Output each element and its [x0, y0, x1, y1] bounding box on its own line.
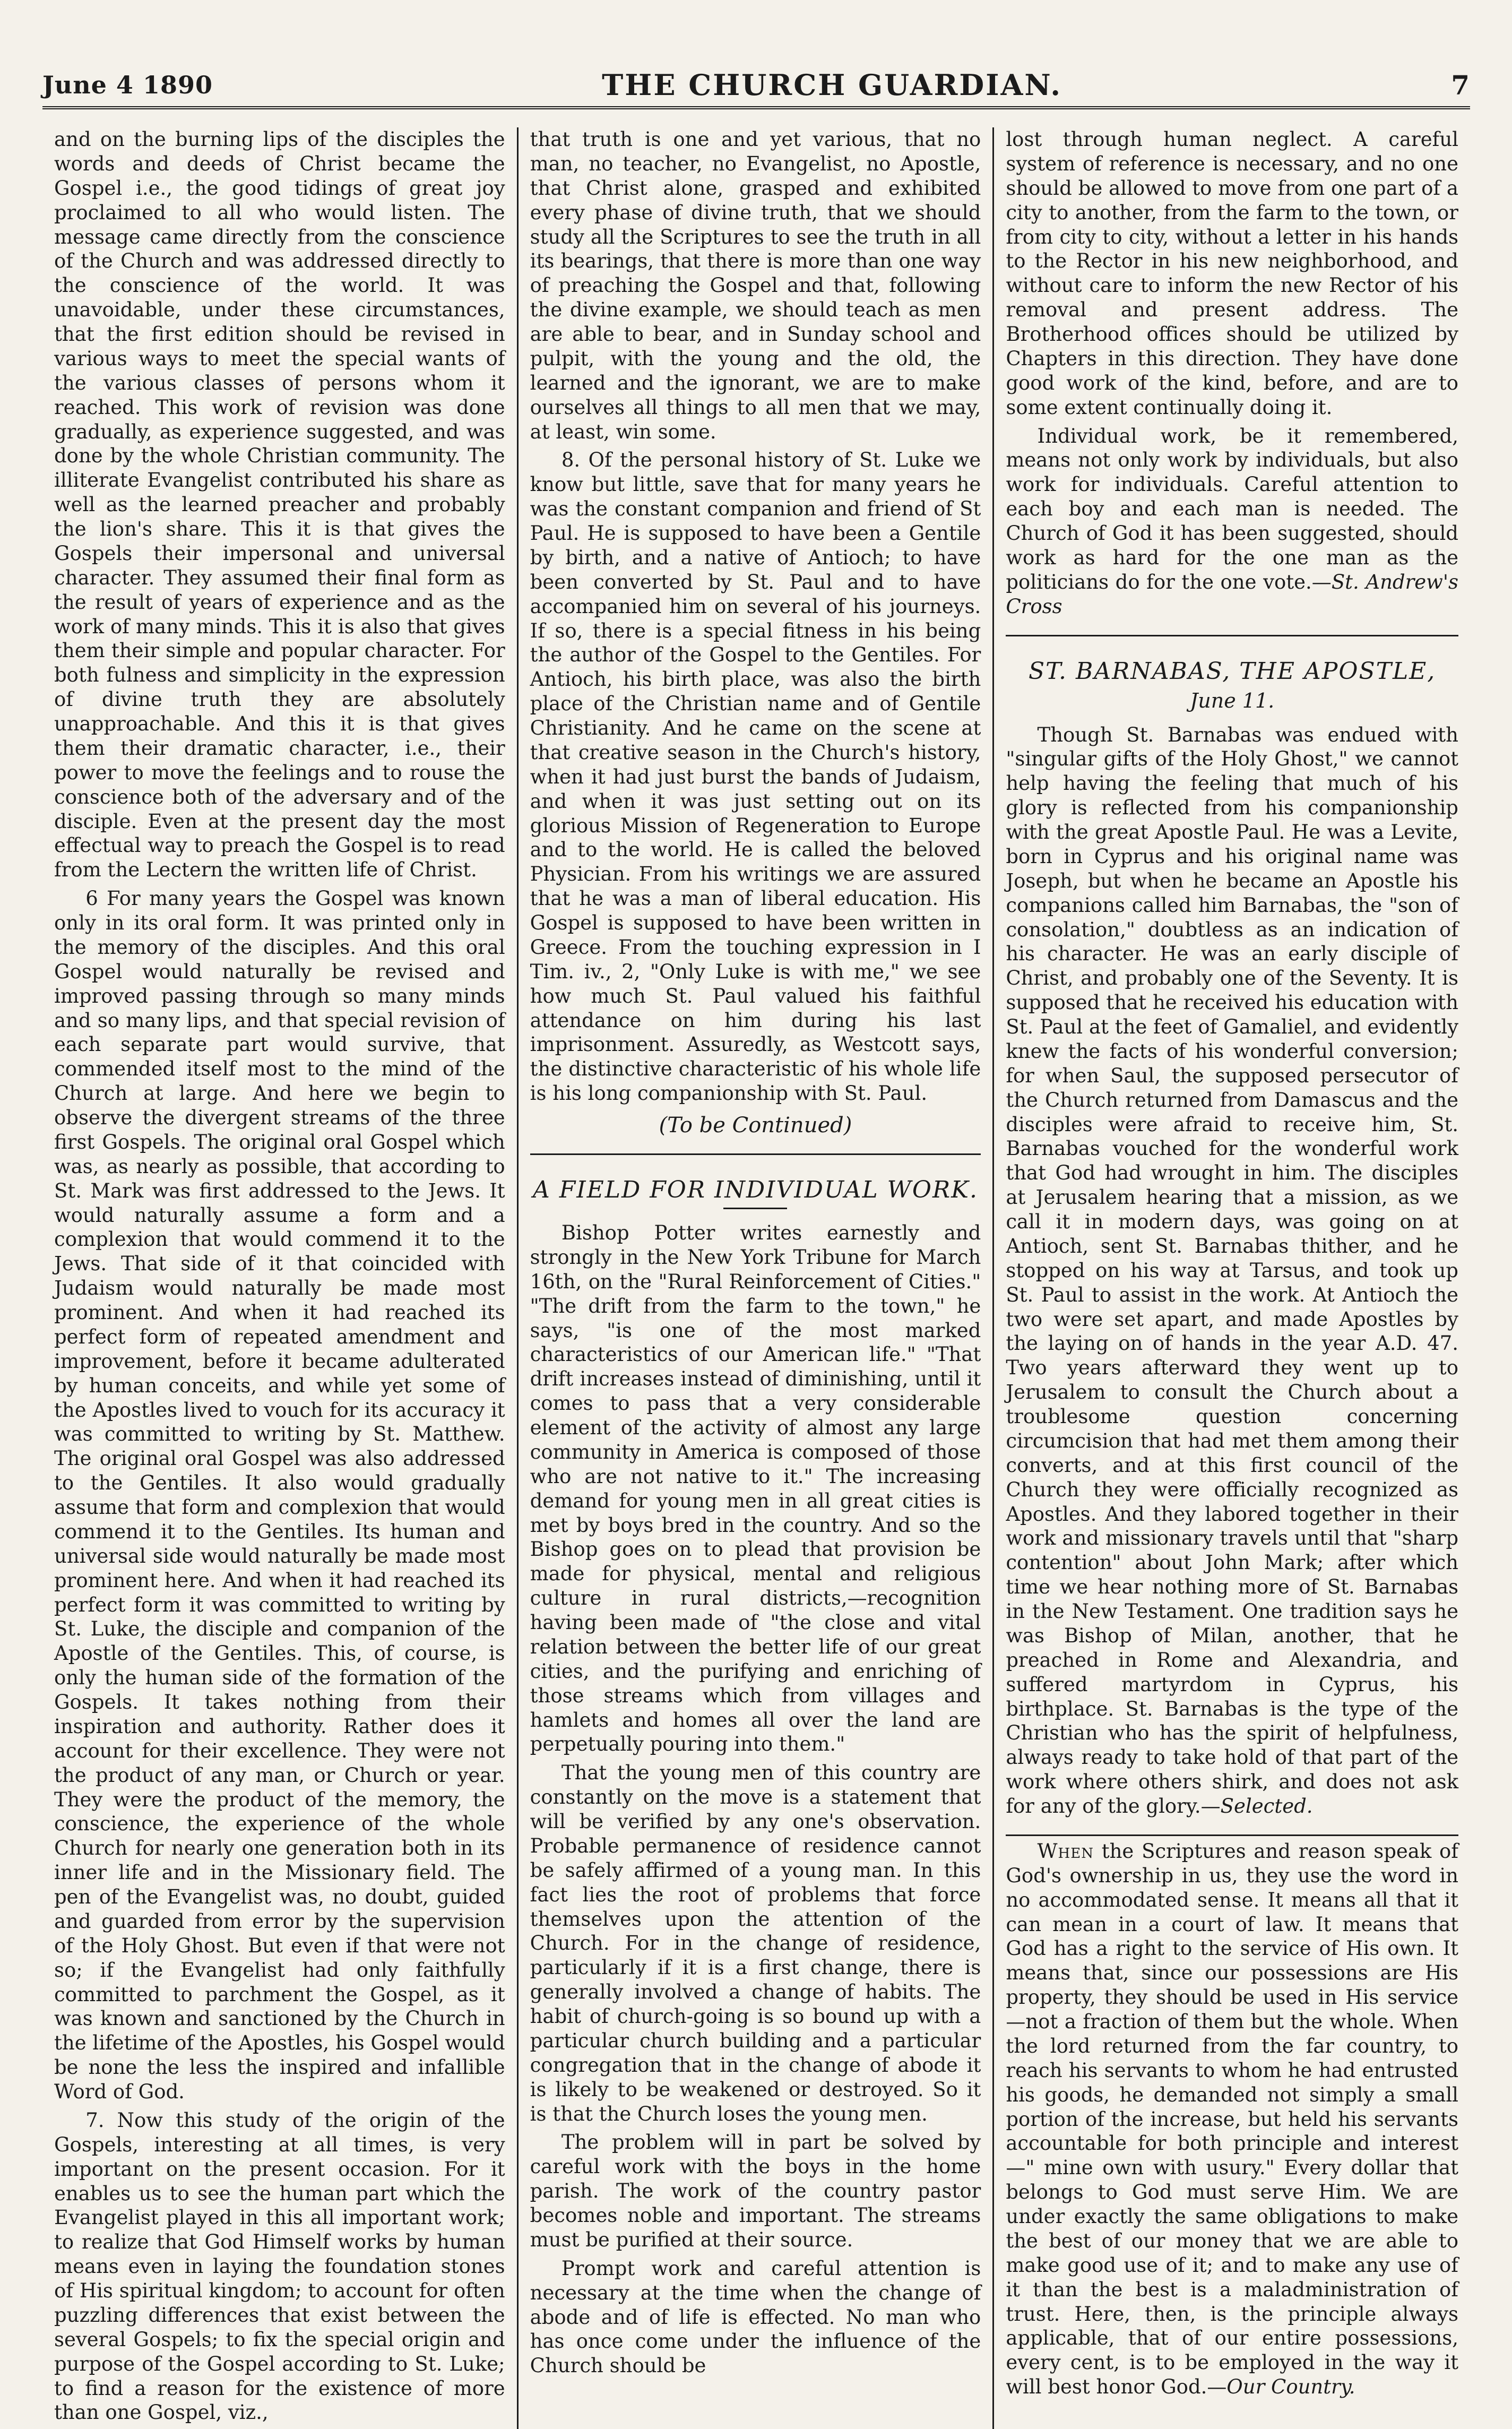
paragraph: that truth is one and yet various, that no man, no teacher, no Evangelist, no Apostle, that Christ alone, grasped and exhibited every phase of divine truth, that we should study all the Scriptures to see the truth in all its bearings, that there is more than one way of preaching the Gospel and that, following the divine example, we should teach as men are able to bear, and in Sunday school and pulpit, with the young and the old, the learned and the ignorant, we are to make ourselves all things to all men that we may, at least, win some. [530, 128, 981, 443]
paragraph: That the young men of this country are constantly on the move is a statement that will be verified by any one's observation. Probable permanence of residence cannot be safely affirmed of a young man. In this fact lies the root of problems that force themselves upon the attention of the Church. For in the change of residence, particularly if it is a first change, there is generally involved a change of habits. The habit of church-going is so bound up with a particular church building and a particular congregation that in the change of abode it is likely to be weakened or destroyed. So it is that the Church loses the young men. [530, 1761, 981, 2125]
issue-date: June 4 1890 [42, 71, 213, 99]
heading-rule [723, 1208, 787, 1209]
column-3 [994, 127, 1470, 2429]
paragraph-text: the Scriptures and reason speak of God's ownership in us, they use the word in no accommodated sense. It means all that it can mean in a court of law. It means that God has a right to the service of His own. It means that, since our possessions are His property, they should be used in His service—not a fraction of them but the whole. When the lord returned from the far country, to reach his servants to whom he had entrusted his goods, he demanded not simply a small portion of the increase, but held his servants accountable for both principle and interest—" mine own with usury." Every dollar that belongs to God must serve Him. We are under exactly the same obligations to make the best of our money that we are able to make good use of it; and to make any use of it than the best is a maladministration of trust. Here, then, is the principle always applicable, that of our entire possessions, every cent, is to be employed in the way it will best honor God.— [1006, 1839, 1458, 2399]
paragraph: and on the burning lips of the disciples the words and deeds of Christ became the Gospel i.e., the good tidings of great joy proclaimed to all who would listen. The message came directly from the conscience of the Church and was addressed directly to the conscience of the world. It was unavoidable, under these circumstances, that the first edition should be revised in various ways to meet the special wants of the various classes of persons whom it reached. This work of revision was done gradually, as experience suggested, and was done by the whole Christian community. The illiterate Evangelist contributed his share as well as the learned preacher and probably the lion's share. This it is that gives the Gospels their impersonal and universal character. They assumed their final form as the result of years of experience and as the work of many minds. This it is also that gives them their simple and popular character. For both fulness and simplicity in the expression of divine truth they are absolutely unapproachable. And this it is that gives them their dramatic character, i.e., their power to move the feelings and to rouse the conscience both of the adversary and of the disciple. Even at the present day the most effectual way to preach the Gospel is to read from the Lectern the written life of Christ. [54, 128, 505, 882]
section-divider [530, 1153, 981, 1155]
paragraph: Prompt work and careful attention is necessary at the time when the change of abode and of life is effected. No man who has once come under the influence of the Church should be [530, 2256, 981, 2378]
source-attribution: Selected. [1220, 1795, 1313, 1818]
article-heading: A FIELD FOR INDIVIDUAL WORK. [533, 1176, 978, 1203]
section-divider [1006, 635, 1458, 636]
to-be-continued-note: (To be Continued) [659, 1113, 852, 1138]
paragraph [1006, 424, 1458, 619]
paragraph-text: Though St. Barnabas was endued with "singular gifts of the Holy Ghost," we cannot help having the feeling that much of his glory is reflected from his companionship with the great Apostle Paul. He was a Levite, born in Cyprus and his original name was Joseph, but when he became an Apostle his companions called him Barnabas, the "son of consolation," doubtless as an indication of his character. He was an early disciple of Christ, and probably one of the Seventy. It is supposed that he received his education with St. Paul at the feet of Gamaliel, and evidently knew the facts of his wonderful conversion; for when Saul, the supposed persecutor of the Church returned from Damascus and the disciples were afraid to receive him, St. Barnabas vouched for the wonderful work that God had wrought in him. The disciples at Jerusalem hearing that a mission, as we call it in modern days, was going on at Antioch, sent St. Barnabas thither, and he stopped on his way at Tarsus, and took up St. Paul to assist in the work. At Antioch the two were set apart, and made Apostles by the laying on of hands in the year A.D. 47. Two years afterward they went up to Jerusalem to consult the Church about a troublesome question concerning circumcision that had met them among their converts, and at this first council of the Church they were officially recognized as Apostles. And they labored together in their work and missionary travels until that "sharp contention" about John Mark; after which time we hear nothing more of St. Barnabas in the New Testament. One tradition says he was Bishop of Milan, another, that he preached in Rome and Alexandria, and suffered martyrdom in Cyprus, his birthplace. St. Barnabas is the type of the Christian who has the spirit of helpfulness, always ready to take hold of that part of the work where others shirk, and does not ask for any of the glory.— [1006, 723, 1458, 1818]
article-heading: ST. BARNABAS, THE APOSTLE, [1029, 657, 1436, 685]
paragraph: 8. Of the personal history of St. Luke we know but little, save that for many years he was the constant companion and friend of St Paul. He is supposed to have been a Gentile by birth, and a native of Antioch; to have been converted by St. Paul and to have accompanied him on several of his journeys. If so, there is a special fitness in his being the author of the Gospel to the Gentiles. For Antioch, his birth place, was also the birth place of the Christian name and of Gentile Christianity. And he came on the scene at that creative season in the Church's history, when it had just burst the bands of Judaism, and when it was just setting out on its glorious Mission of Regeneration to Europe and to the world. He is called the beloved Physician. From his writings we are assured that he was a man of liberal education. His Gospel is supposed to have been written in Greece. From the touching expression in I Tim. iv., 2, "Only Luke is with me," we see how much St. Paul valued his faithful attendance on him during his last imprisonment. Assuredly, as Westcott says, the distinctive characteristic of his whole life is his long companionship with St. Paul. [530, 449, 981, 1105]
paragraph [1006, 723, 1458, 1819]
paragraph: 7. Now this study of the origin of the Gospels, interesting at all times, is very important on the present occasion. For it enables us to see the human part which the Evangelist played in this all important work; to realize that God Himself works by human means even in laying the foundation stones of His spiritual kingdom; to account for often puzzling differences that exist between the several Gospels; to fix the special origin and purpose of the Gospel according to St. Luke; to find a reason for the existence of more than one Gospel, viz., [54, 2108, 505, 2424]
section-divider [1006, 1834, 1458, 1836]
paragraph: 6 For many years the Gospel was known only in its oral form. It was printed only in the memory of the disciples. And this oral Gospel would naturally be revised and improved passing through so many minds and so many lips, and that special revision of each separate part would survive, that commended itself most to the mind of the Church at large. And here we begin to observe the divergent streams of the three first Gospels. The original oral Gospel which was, as nearly as possible, that according to St. Mark was first addressed to the Jews. It would naturally assume a form and a complexion that would commend it to the Jews. That side of it that coincided with Judaism would naturally be made most prominent. And when it had reached its perfect form of repeated amendment and improvement, before it became adulterated by human conceits, and while yet some of the Apostles lived to vouch for its accuracy it was committed to writing by St. Matthew. The original oral Gospel was also addressed to the Gentiles. It also would gradually assume that form and complexion that would commend it to the Gentiles. Its human and universal side would naturally be made most prominent here. And when it had reached its perfect form it was committed to writing by St. Luke, the disciple and companion of the Apostle of the Gentiles. This, of course, is only the human side of the formation of the Gospels. It takes nothing from their inspiration and authority. Rather does it account for their excellence. They were not the product of any man, or Church or year. They were the product of the memory, the conscience, the experience of the whole Church for nearly one generation both in its inner life and in the Missionary field. The pen of the Evangelist was, no doubt, guided and guarded from error by the supervision of the Holy Ghost. But even if that were not so; if the Evangelist had only faithfully committed to parchment the Gospel, as it was known and sanctioned by the Church in the lifetime of the Apostles, his Gospel would be none the less the inspired and infallible Word of God. [54, 887, 505, 2103]
column-1 [42, 127, 519, 2429]
source-attribution: St. Andrew's Cross [1006, 570, 1458, 618]
masthead [42, 64, 1470, 109]
article-columns [42, 127, 1470, 2424]
paragraph-text: Individual work, be it remembered, means not only work by individuals, but also work for individuals. Careful attention to each boy and each man is needed. The Church of God it has been suggested, should work as hard for the one man as the politicians do for the one vote.— [1006, 424, 1458, 593]
paragraph: lost through human neglect. A careful system of reference is necessary, and no one should be allowed to move from one part of a city to another, from the farm to the town, or from city to city, without a letter in his hands to the Rector in his new neighborhood, and without care to inform the new Rector of his removal and present address. The Brotherhood offices should be utilized by Chapters in this direction. They have done good work of the kind, before, and are to some extent continually doing it. [1006, 128, 1458, 419]
paragraph [1006, 1839, 1458, 2399]
paragraph: Bishop Potter writes earnestly and strongly in the New York Tribune for March 16th, on the "Rural Reinforcement of Cities." "The drift from the farm to the town," he says, "is one of the most marked characteristics of our American life." "That drift increases instead of diminishing, until it comes to pass that a very considerable element of the activity of almost any large community in America is composed of those who are not native to it." The increasing demand for young men in all great cities is met by boys bred in the country. And so the Bishop goes on to plead that provision be made for physical, mental and religious culture in rural districts,—recognition having been made of "the close and vital relation between the better life of our great cities, and the purifying and enriching of those streams which from villages and hamlets and homes all over the land are perpetually pouring into them." [530, 1221, 981, 1756]
lead-word: When [1037, 1839, 1094, 1863]
article-date: June 11. [1190, 688, 1275, 712]
source-attribution: Our Country. [1226, 2375, 1355, 2399]
newspaper-page [42, 64, 1470, 2424]
newspaper-title: THE CHURCH GUARDIAN. [602, 68, 1062, 102]
page-number: 7 [1451, 69, 1470, 101]
paragraph: The problem will in part be solved by careful work with the boys in the home parish. The work of the country pastor becomes noble and important. The streams must be purified at their source. [530, 2131, 981, 2251]
column-2 [519, 127, 995, 2429]
